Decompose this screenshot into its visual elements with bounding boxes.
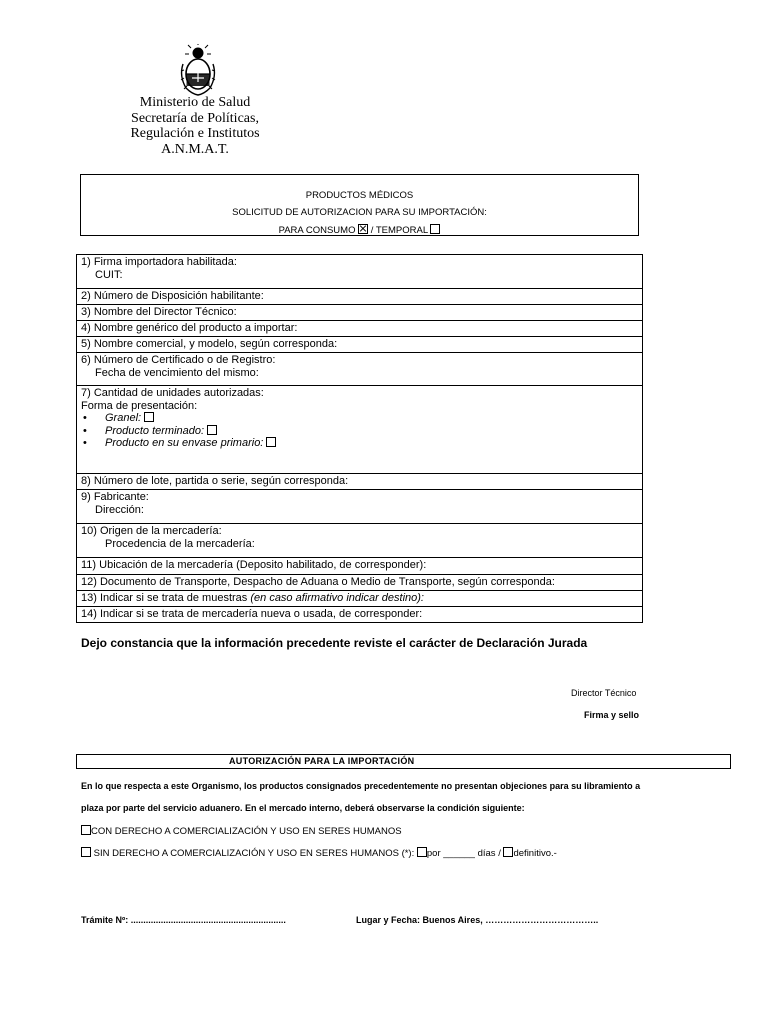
authorization-paragraph-line1: En lo que respecta a este Organismo, los productos consignados precedentemente no presentan objeciones para su libramiento a	[81, 781, 641, 791]
field-row-director[interactable]	[77, 304, 642, 320]
field-row-cantidad[interactable]	[77, 385, 642, 473]
field-label: 12) Documento de Transporte, Despacho de Aduana o Medio de Transporte, según corresponda:	[81, 576, 555, 588]
por-dias-checkbox[interactable]	[417, 847, 427, 857]
ministry-line: Ministerio de Salud	[139, 95, 251, 110]
temporal-label: / TEMPORAL	[370, 225, 428, 236]
field-row-fabricante[interactable]	[77, 489, 642, 523]
field-sublabel: Dirección:	[95, 503, 144, 516]
con-derecho-label: CON DERECHO A COMERCIALIZACIÓN Y USO EN SERES HUMANOS	[91, 826, 402, 837]
option-label: Producto terminado:	[105, 424, 205, 437]
field-label: 4) Nombre genérico del producto a importar:	[81, 322, 298, 334]
director-label: Director Técnico	[571, 688, 637, 698]
place-date: Lugar y Fecha: Buenos Aires, ………………………………..	[356, 915, 599, 925]
form-fields-table	[76, 254, 643, 623]
field-label: 3) Nombre del Director Técnico:	[81, 306, 237, 318]
field-sublabel: Procedencia de la mercadería:	[105, 537, 255, 550]
field-sublabel: CUIT:	[95, 268, 123, 281]
ministry-heading	[120, 95, 270, 157]
field-label: 11) Ubicación de la mercadería (Deposito habilitado, de corresponder):	[81, 559, 427, 571]
ministry-line: A.N.M.A.T.	[161, 141, 229, 157]
option-label: Granel:	[105, 412, 142, 424]
field-label: 6) Número de Certificado o de Registro:	[81, 354, 276, 366]
field-label: 14) Indicar si se trata de mercadería nueva o usada, de corresponder:	[81, 608, 423, 620]
coat-of-arms-emblem	[178, 44, 218, 98]
ministry-line: Regulación e Institutos	[130, 126, 260, 141]
consumo-checkbox[interactable]	[358, 224, 368, 234]
definitivo-checkbox[interactable]	[503, 847, 513, 857]
option-granel: • Granel:	[81, 412, 642, 425]
field-label: 5) Nombre comercial, y modelo, según corresponda:	[81, 338, 338, 350]
form-header-box	[80, 174, 639, 236]
field-row-generico[interactable]	[77, 320, 642, 336]
field-label: 9) Fabricante:	[81, 491, 149, 503]
authorization-title: AUTORIZACIÓN PARA LA IMPORTACIÓN	[229, 756, 415, 766]
signature-label: Firma y sello	[584, 710, 640, 720]
field-row-ubicacion[interactable]	[77, 557, 642, 574]
field-row-comercial[interactable]	[77, 336, 642, 352]
field-label: 1) Firma importadora habilitada:	[81, 256, 237, 268]
granel-checkbox[interactable]	[144, 412, 154, 422]
field-row-origen[interactable]	[77, 523, 642, 557]
import-type-row	[81, 224, 638, 236]
definitivo-label: definitivo.-	[513, 848, 557, 859]
field-sublabel: Forma de presentación:	[81, 399, 198, 412]
field-row-muestras[interactable]	[77, 590, 642, 606]
field-label: 7) Cantidad de unidades autorizadas:	[81, 387, 264, 399]
envase-checkbox[interactable]	[266, 437, 276, 447]
option-sin-derecho	[81, 847, 557, 859]
authorization-paragraph-line2: plaza por parte del servicio aduanero. En el mercado interno, deberá observarse la condición siguiente:	[81, 803, 525, 813]
sworn-declaration: Dejo constancia que la información precedente reviste el carácter de Declaración Jurada	[81, 636, 588, 650]
field-label-italic: (en caso afirmativo indicar destino):	[250, 592, 424, 604]
sin-derecho-label: SIN DERECHO A COMERCIALIZACIÓN Y USO EN SERES HUMANOS (*):	[93, 848, 415, 859]
field-sublabel: Fecha de vencimiento del mismo:	[95, 366, 259, 379]
field-row-nueva-usada[interactable]	[77, 606, 642, 622]
field-label: 2) Número de Disposición habilitante:	[81, 290, 264, 302]
field-label: 13) Indicar si se trata de muestras	[81, 592, 248, 604]
temporal-checkbox[interactable]	[430, 224, 440, 234]
field-row-transporte[interactable]	[77, 574, 642, 590]
field-row-firma[interactable]	[77, 255, 642, 288]
terminado-checkbox[interactable]	[207, 425, 217, 435]
authorization-title-box	[76, 754, 731, 769]
option-label: Producto en su envase primario:	[105, 437, 264, 449]
field-row-lote[interactable]	[77, 473, 642, 489]
option-terminado: • Producto terminado:	[81, 425, 642, 438]
form-category: PRODUCTOS MÉDICOS	[305, 190, 414, 201]
option-con-derecho	[81, 825, 402, 837]
sin-derecho-checkbox[interactable]	[81, 847, 91, 857]
ministry-line: Secretaría de Políticas,	[131, 110, 259, 126]
tramite-number: Trámite Nº: ..............................................................	[81, 915, 286, 925]
consumo-label: PARA CONSUMO	[278, 225, 356, 236]
field-label: 10) Origen de la mercadería:	[81, 525, 222, 537]
con-derecho-checkbox[interactable]	[81, 825, 91, 835]
field-row-certificado[interactable]	[77, 352, 642, 385]
field-label: 8) Número de lote, partida o serie, según corresponda:	[81, 475, 349, 487]
field-row-disposicion[interactable]	[77, 288, 642, 304]
por-dias-label: por ______ días /	[426, 848, 501, 859]
option-envase: • Producto en su envase primario:	[81, 437, 642, 450]
form-title: SOLICITUD DE AUTORIZACION PARA SU IMPORTACIÓN:	[232, 207, 487, 218]
